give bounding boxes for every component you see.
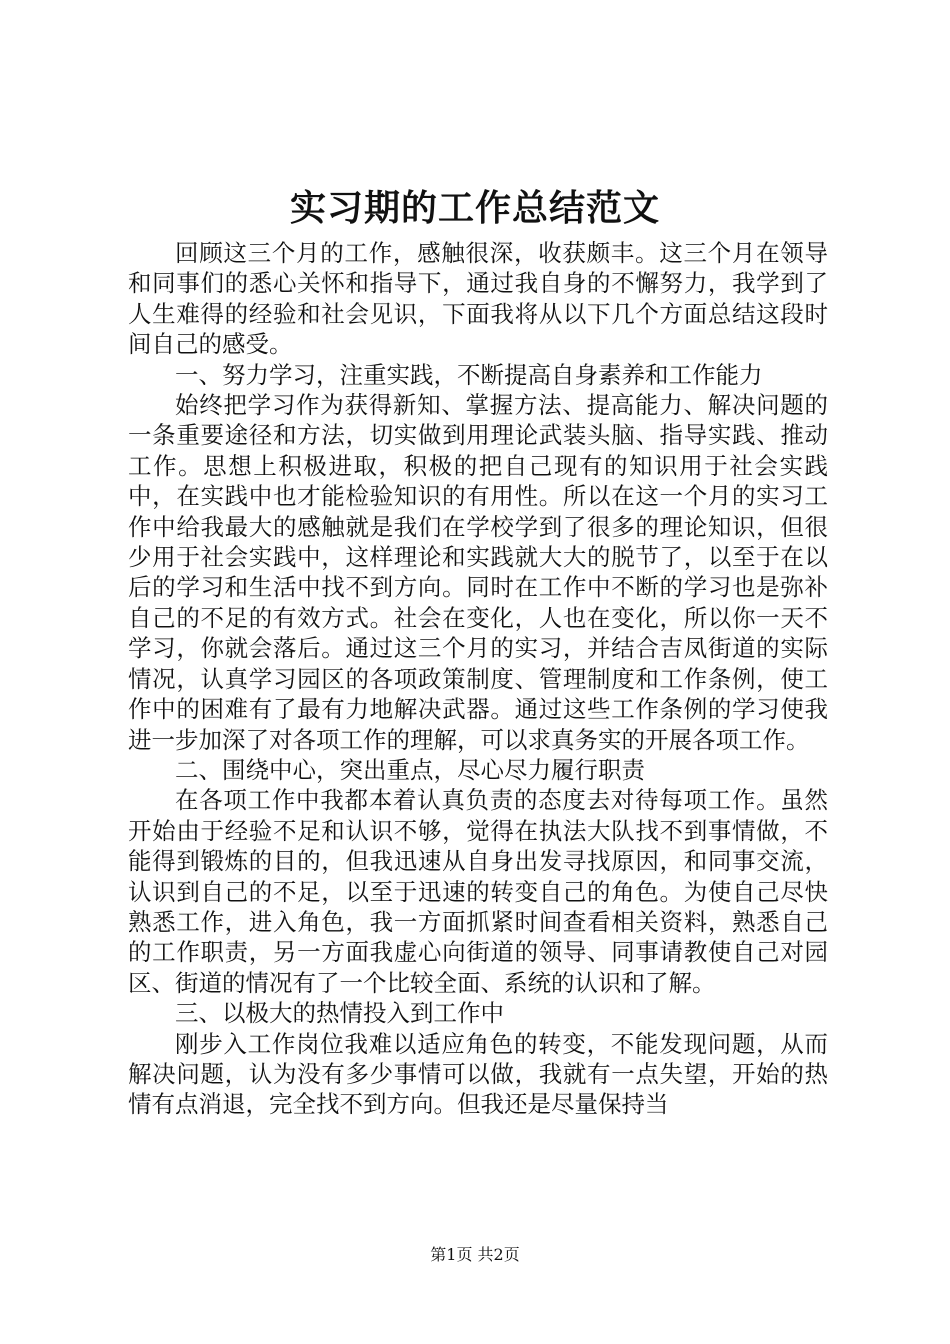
section-heading-1: 一、努力学习，注重实践，不断提高自身素养和工作能力 — [175, 360, 763, 389]
document-title: 实习期的工作总结范文 — [289, 187, 660, 229]
paragraph-section-2: 在各项工作中我都本着认真负责的态度去对待每项工作。虽然开始由于经验不足和认识不够，觉得在执法大队找不到事情做，不能得到锻炼的目的，但我迅速从自身出发寻找原因，和同事交流，认识到自己的不足，以至于迅速的转变自己的角色。为使自己尽快熟悉工作，进入角色，我一方面抓紧时间查看相关资料，熟悉自己的工作职责，另一方面我虚心向街道的领导、同事请教使自己对园区、街道的情况有了一个比较全面、系统的认识和了解。 — [128, 786, 828, 997]
document-body — [128, 238, 828, 1120]
paragraph-section-1: 始终把学习作为获得新知、掌握方法、提高能力、解决问题的一条重要途径和方法，切实做到用理论武装头脑、指导实践、推动工作。思想上积极进取，积极的把自己现有的知识用于社会实践中，在实践中也才能检验知识的有用性。所以在这一个月的实习工作中给我最大的感触就是我们在学校学到了很多的理论知识，但很少用于社会实践中，这样理论和实践就大大的脱节了，以至于在以后的学习和生活中找不到方向。同时在工作中不断的学习也是弥补自己的不足的有效方式。社会在变化，人也在变化，所以你一天不学习，你就会落后。通过这三个月的实习，并结合吉凤街道的实际情况，认真学习园区的各项政策制度、管理制度和工作条例，使工作中的困难有了最有力地解决武器。通过这些工作条例的学习使我进一步加深了对各项工作的理解，可以求真务实的开展各项工作。 — [128, 391, 828, 754]
section-heading-3: 三、以极大的热情投入到工作中 — [175, 999, 504, 1028]
paragraph-section-3: 刚步入工作岗位我难以适应角色的转变，不能发现问题，从而解决问题，认为没有多少事情可以做，我就有一点失望，开始的热情有点消退，完全找不到方向。但我还是尽量保持当 — [128, 1029, 828, 1119]
paragraph-intro: 回顾这三个月的工作，感触很深，收获颇丰。这三个月在领导和同事们的悉心关怀和指导下，通过我自身的不懈努力，我学到了人生难得的经验和社会见识，下面我将从以下几个方面总结这段时间自己的感受。 — [128, 239, 828, 359]
page-footer: 第1页 共2页 — [430, 1245, 520, 1264]
section-heading-2: 二、围绕中心，突出重点，尽心尽力履行职责 — [175, 755, 645, 784]
